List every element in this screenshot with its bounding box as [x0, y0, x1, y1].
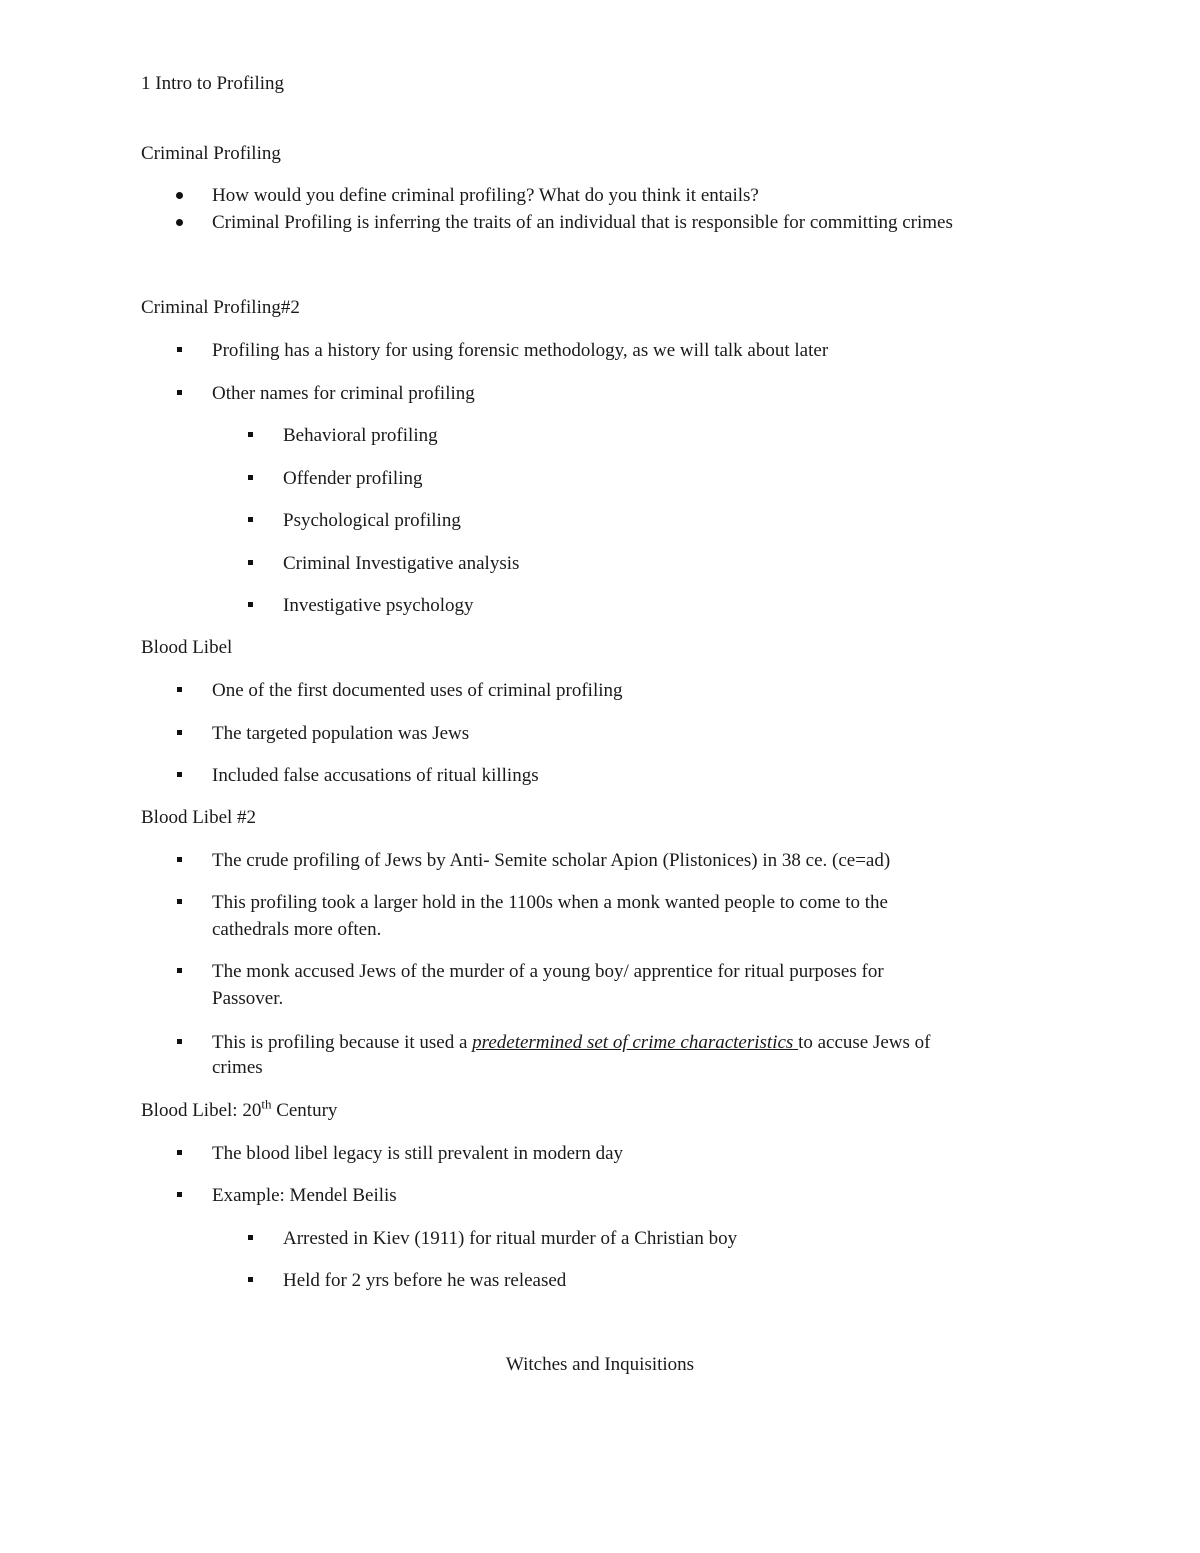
list-item: The monk accused Jews of the murder of a young boy/ apprentice for ritual purposes for	[212, 961, 884, 982]
bullet-square-icon	[177, 687, 182, 692]
list-item: One of the first documented uses of criminal profiling	[212, 680, 623, 701]
bullet-square-icon	[177, 390, 182, 395]
list-item: Profiling has a history for using forensic methodology, as we will talk about later	[212, 340, 829, 361]
sub-list-item: Investigative psychology	[283, 595, 474, 616]
list-item-continuation: cathedrals more often.	[212, 919, 382, 940]
list-item: This profiling took a larger hold in the 1100s when a monk wanted people to come to the	[212, 892, 888, 913]
section-heading-blood-libel: Blood Libel	[141, 637, 233, 658]
heading-superscript: th	[261, 1096, 272, 1112]
bullet-square-icon	[248, 602, 253, 607]
bullet-square-icon	[177, 1039, 182, 1044]
bullet-square-icon	[177, 857, 182, 862]
emphasized-phrase: predetermined set of crime characteristics	[472, 1032, 799, 1053]
bullet-square-icon	[177, 772, 182, 777]
heading-text: Blood Libel: 20	[141, 1100, 262, 1121]
bullet-square-icon	[248, 475, 253, 480]
list-item: Other names for criminal profiling	[212, 383, 475, 404]
bullet-square-icon	[177, 968, 182, 973]
bullet-square-icon	[248, 560, 253, 565]
section-heading-blood-libel-2: Blood Libel #2	[141, 807, 257, 828]
list-item	[212, 1030, 931, 1056]
next-section-heading: Witches and Inquisitions	[505, 1354, 695, 1375]
section-heading-criminal-profiling: Criminal Profiling	[141, 143, 281, 164]
bullet-square-icon	[177, 1192, 182, 1197]
bullet-square-icon	[248, 517, 253, 522]
sub-list-item: Psychological profiling	[283, 510, 461, 531]
section-heading-blood-libel-20th-century	[141, 1098, 337, 1124]
bullet-dot-icon	[176, 192, 183, 199]
list-item-text: This is profiling because it used a	[212, 1032, 473, 1053]
sub-list-item: Offender profiling	[283, 468, 423, 489]
bullet-square-icon	[248, 432, 253, 437]
document-title: 1 Intro to Profiling	[141, 73, 285, 94]
heading-text: Century	[271, 1100, 338, 1121]
bullet-square-icon	[177, 899, 182, 904]
bullet-square-icon	[177, 730, 182, 735]
sub-list-item: Held for 2 yrs before he was released	[283, 1270, 567, 1291]
list-item-continuation: crimes	[212, 1057, 263, 1078]
list-item: The crude profiling of Jews by Anti- Semite scholar Apion (Plistonices) in 38 ce. (ce=ad)	[212, 850, 891, 871]
sub-list-item: Behavioral profiling	[283, 425, 438, 446]
list-item: How would you define criminal profiling? What do you think it entails?	[212, 185, 759, 206]
list-item-continuation: Passover.	[212, 988, 284, 1009]
list-item: Example: Mendel Beilis	[212, 1185, 397, 1206]
sub-list-item: Arrested in Kiev (1911) for ritual murder of a Christian boy	[283, 1228, 738, 1249]
bullet-square-icon	[248, 1277, 253, 1282]
list-item: The targeted population was Jews	[212, 723, 470, 744]
sub-list-item: Criminal Investigative analysis	[283, 553, 520, 574]
list-item: Included false accusations of ritual killings	[212, 765, 539, 786]
bullet-dot-icon	[176, 219, 183, 226]
list-item-text: to accuse Jews of	[798, 1032, 931, 1053]
bullet-square-icon	[248, 1235, 253, 1240]
section-heading-criminal-profiling-2: Criminal Profiling#2	[141, 297, 300, 318]
list-item: The blood libel legacy is still prevalent in modern day	[212, 1143, 624, 1164]
list-item: Criminal Profiling is inferring the traits of an individual that is responsible for committing crimes	[212, 212, 953, 233]
bullet-square-icon	[177, 347, 182, 352]
bullet-square-icon	[177, 1150, 182, 1155]
